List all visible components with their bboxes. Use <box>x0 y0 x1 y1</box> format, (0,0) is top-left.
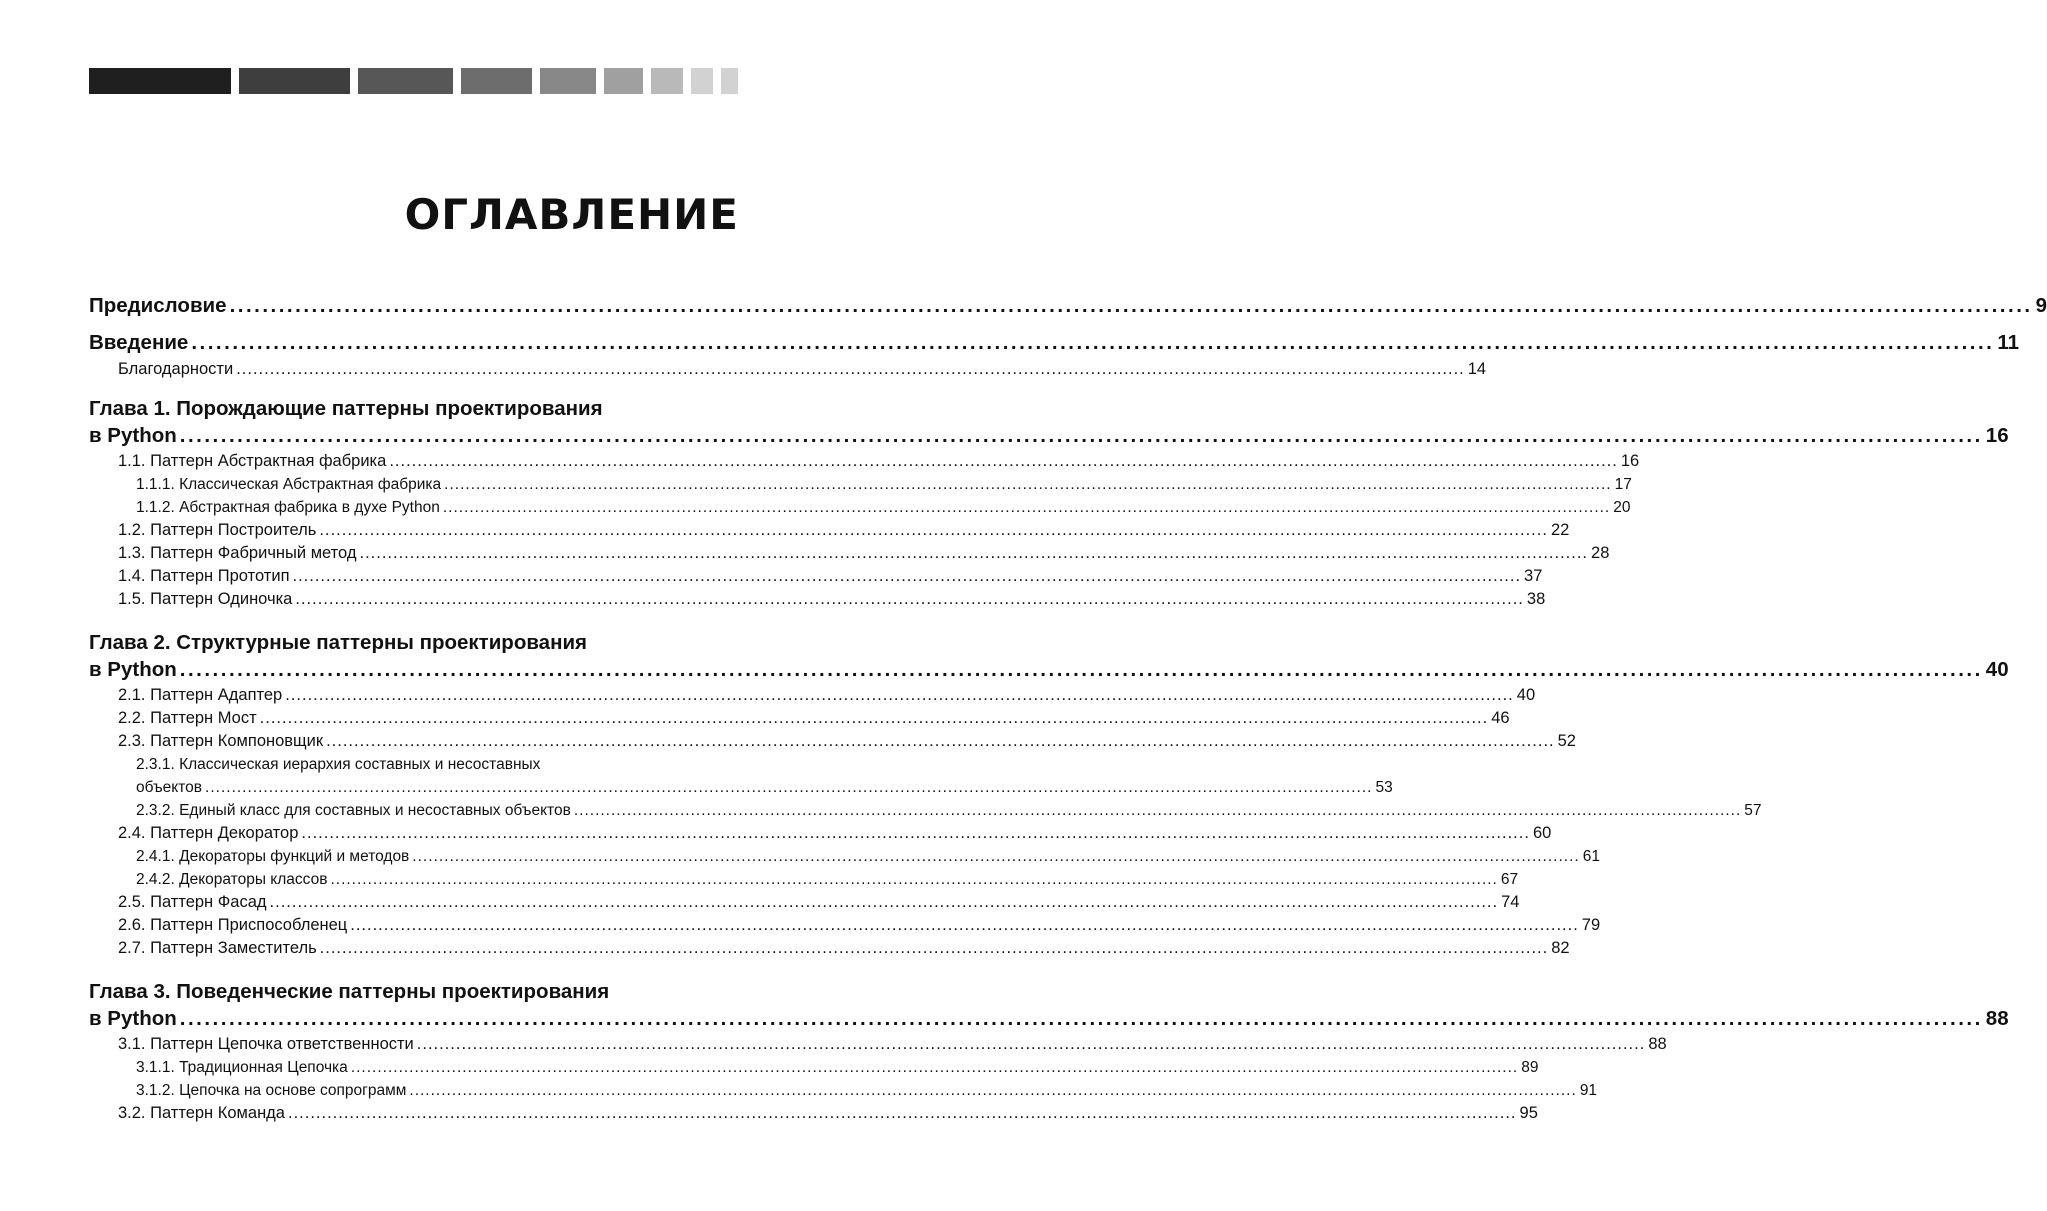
chapter-title: Глава 3. Поведенческие паттерны проектирования <box>89 980 610 1003</box>
leader-dots: ............................................................................................................................................................................................................................ <box>326 732 1555 750</box>
chapter-title-cont: в Python <box>89 424 177 447</box>
leader-dots: ............................................................................................................................................................................................................................ <box>350 1059 1519 1076</box>
toc-page-number: 91 <box>1579 1082 1598 1099</box>
leader-dots: ............................................................................................................................................................................................................................ <box>573 802 1742 819</box>
toc-entry-label: 2.4.2. Декораторы классов <box>136 871 328 888</box>
toc-entry-label: 3.2. Паттерн Команда <box>118 1104 285 1122</box>
leader-dots: ............................................................................................................................................................................................................................ <box>292 567 1522 585</box>
leader-dots: ............................................................................................................................................................................................................................ <box>179 1007 1983 1030</box>
toc-entry-label: 3.1. Паттерн Цепочка ответственности <box>118 1035 414 1053</box>
toc-page-number: 22 <box>1550 521 1570 539</box>
toc-entry[interactable] <box>89 753 1393 799</box>
toc-entry[interactable] <box>89 496 1631 519</box>
toc-entry[interactable] <box>89 707 1510 730</box>
toc-entry-label: 1.1. Паттерн Абстрактная фабрика <box>118 452 387 470</box>
leader-dots: ............................................................................................................................................................................................................................ <box>285 686 1514 704</box>
toc-entry[interactable] <box>89 542 1610 565</box>
toc-entry-label: 1.3. Паттерн Фабричный метод <box>118 544 357 562</box>
header-bar <box>604 68 643 94</box>
toc-page-number: 38 <box>1526 590 1546 608</box>
toc-entry-label: 1.1.2. Абстрактная фабрика в духе Python <box>136 499 440 516</box>
toc-entry[interactable] <box>89 565 1543 588</box>
toc-page-number: 17 <box>1614 476 1632 493</box>
toc-page-number: 16 <box>1985 424 2009 447</box>
toc-entry-label: 2.3. Паттерн Компоновщик <box>118 732 324 750</box>
leader-dots: ............................................................................................................................................................................................................................ <box>191 331 1995 354</box>
leader-dots: ............................................................................................................................................................................................................................ <box>205 779 1373 796</box>
leader-dots: ............................................................................................................................................................................................................................ <box>269 893 1499 911</box>
toc-entry[interactable] <box>89 937 1570 960</box>
toc-entry[interactable] <box>89 473 1632 496</box>
leader-dots: ............................................................................................................................................................................................................................ <box>416 1035 1646 1053</box>
toc-entry[interactable] <box>89 450 1640 473</box>
toc-page-number: 46 <box>1491 709 1510 727</box>
toc-entry[interactable] <box>89 1033 1667 1056</box>
toc-page-number: 74 <box>1501 893 1520 911</box>
toc-page-number: 88 <box>1985 1007 2009 1030</box>
toc-page-number: 61 <box>1582 848 1600 865</box>
leader-dots: ............................................................................................................................................................................................................................ <box>236 360 1465 378</box>
toc-entry-label: 2.2. Паттерн Мост <box>118 709 257 727</box>
header-bar <box>651 68 683 94</box>
header-bar <box>691 68 713 94</box>
toc-entry-thanks[interactable] <box>89 358 1487 381</box>
toc-entry[interactable] <box>89 891 1520 914</box>
chapter-title: Глава 2. Структурные паттерны проектирования <box>89 631 588 654</box>
header-bar <box>461 68 532 94</box>
page-title: ОГЛАВЛЕНИЕ <box>404 190 739 239</box>
leader-dots: ............................................................................................................................................................................................................................ <box>409 1082 1577 1099</box>
toc-entry[interactable] <box>89 845 1600 868</box>
toc-page-number: 79 <box>1581 916 1601 934</box>
toc-entry[interactable] <box>89 588 1546 611</box>
leader-dots: ............................................................................................................................................................................................................................ <box>287 1104 1517 1122</box>
toc-entry-label: Введение <box>89 331 189 354</box>
toc-page-number: 37 <box>1524 567 1543 585</box>
toc-page-number: 20 <box>1613 499 1631 516</box>
header-decoration-bars <box>89 68 738 94</box>
leader-dots: ............................................................................................................................................................................................................................ <box>229 294 2033 317</box>
toc-page-number: 14 <box>1467 360 1487 378</box>
toc-page-number: 40 <box>1516 686 1536 704</box>
toc-entry[interactable] <box>89 914 1601 937</box>
toc-entry-label: 2.3.2. Единый класс для составных и несоставных объектов <box>136 802 571 819</box>
toc-entry-label: Предисловие <box>89 294 227 317</box>
toc-entry[interactable] <box>89 730 1576 753</box>
chapter-3[interactable] <box>89 978 2009 1033</box>
toc-entry[interactable] <box>89 822 1552 845</box>
toc-entry-label: 1.5. Паттерн Одиночка <box>118 590 293 608</box>
toc-entry-label: 1.2. Паттерн Построитель <box>118 521 317 539</box>
toc-entry-label: 2.4. Паттерн Декоратор <box>118 824 299 842</box>
toc-page-number: 9 <box>2035 294 2047 317</box>
toc-entry-label: 2.4.1. Декораторы функций и методов <box>136 848 410 865</box>
chapter-title-cont: в Python <box>89 1007 177 1030</box>
header-bar <box>89 68 231 94</box>
toc-entry-label: 1.4. Паттерн Прототип <box>118 567 290 585</box>
toc-entry-label: 2.3.1. Классическая иерархия составных и несоставных <box>136 756 541 773</box>
leader-dots: ............................................................................................................................................................................................................................ <box>319 939 1549 957</box>
leader-dots: ............................................................................................................................................................................................................................ <box>301 824 1530 842</box>
toc-page-number: 60 <box>1532 824 1552 842</box>
toc-entry-preface[interactable] <box>89 290 2047 321</box>
toc-page-number: 40 <box>1985 658 2009 681</box>
leader-dots: ............................................................................................................................................................................................................................ <box>442 499 1611 516</box>
toc-entry-label: 3.1.2. Цепочка на основе сопрограмм <box>136 1082 407 1099</box>
toc-entry-label: 2.1. Паттерн Адаптер <box>118 686 283 704</box>
toc-entry-label: 1.1.1. Классическая Абстрактная фабрика <box>136 476 442 493</box>
leader-dots: ............................................................................................................................................................................................................................ <box>389 452 1618 470</box>
chapter-2[interactable] <box>89 629 2009 684</box>
toc-page-number: 88 <box>1648 1035 1667 1053</box>
toc-entry[interactable] <box>89 519 1570 542</box>
toc-page-number: 52 <box>1557 732 1576 750</box>
header-bar <box>358 68 453 94</box>
toc-entry-label-cont: объектов <box>136 779 203 796</box>
toc-entry-label: 2.6. Паттерн Приспособленец <box>118 916 348 934</box>
header-bar <box>721 68 738 94</box>
toc-page-number: 67 <box>1500 871 1519 888</box>
leader-dots: ............................................................................................................................................................................................................................ <box>359 544 1589 562</box>
toc-entry-label: 3.1.1. Традиционная Цепочка <box>136 1059 348 1076</box>
leader-dots: ............................................................................................................................................................................................................................ <box>259 709 1489 727</box>
table-of-contents <box>89 290 2047 1125</box>
toc-page-number: 82 <box>1551 939 1570 957</box>
toc-page-number: 28 <box>1591 544 1610 562</box>
toc-entry-label: Благодарности <box>118 360 234 378</box>
chapter-title-cont: в Python <box>89 658 177 681</box>
toc-page-number: 53 <box>1375 779 1393 796</box>
toc-page-number: 11 <box>1997 331 2020 354</box>
leader-dots: ............................................................................................................................................................................................................................ <box>412 848 1580 865</box>
toc-entry[interactable] <box>89 1102 1538 1125</box>
header-bar <box>540 68 596 94</box>
leader-dots: ............................................................................................................................................................................................................................ <box>319 521 1548 539</box>
toc-entry-intro[interactable] <box>89 327 2020 358</box>
toc-entry-label: 2.7. Паттерн Заместитель <box>118 939 317 957</box>
header-bar <box>239 68 350 94</box>
toc-page-number: 89 <box>1521 1059 1539 1076</box>
toc-entry[interactable] <box>89 1056 1539 1079</box>
toc-page-number: 57 <box>1744 802 1762 819</box>
leader-dots: ............................................................................................................................................................................................................................ <box>179 658 1983 681</box>
toc-entry[interactable] <box>89 799 1762 822</box>
leader-dots: ............................................................................................................................................................................................................................ <box>444 476 1612 493</box>
toc-page-number: 95 <box>1519 1104 1538 1122</box>
chapter-title: Глава 1. Порождающие паттерны проектирования <box>89 397 603 420</box>
toc-entry-label: 2.5. Паттерн Фасад <box>118 893 267 911</box>
leader-dots: ............................................................................................................................................................................................................................ <box>179 424 1983 447</box>
toc-entry[interactable] <box>89 1079 1598 1102</box>
leader-dots: ............................................................................................................................................................................................................................ <box>330 871 1498 888</box>
leader-dots: ............................................................................................................................................................................................................................ <box>350 916 1579 934</box>
toc-page-number: 16 <box>1620 452 1640 470</box>
chapter-1[interactable] <box>89 395 2009 450</box>
leader-dots: ............................................................................................................................................................................................................................ <box>295 590 1524 608</box>
toc-entry[interactable] <box>89 684 1536 707</box>
toc-entry[interactable] <box>89 868 1519 891</box>
